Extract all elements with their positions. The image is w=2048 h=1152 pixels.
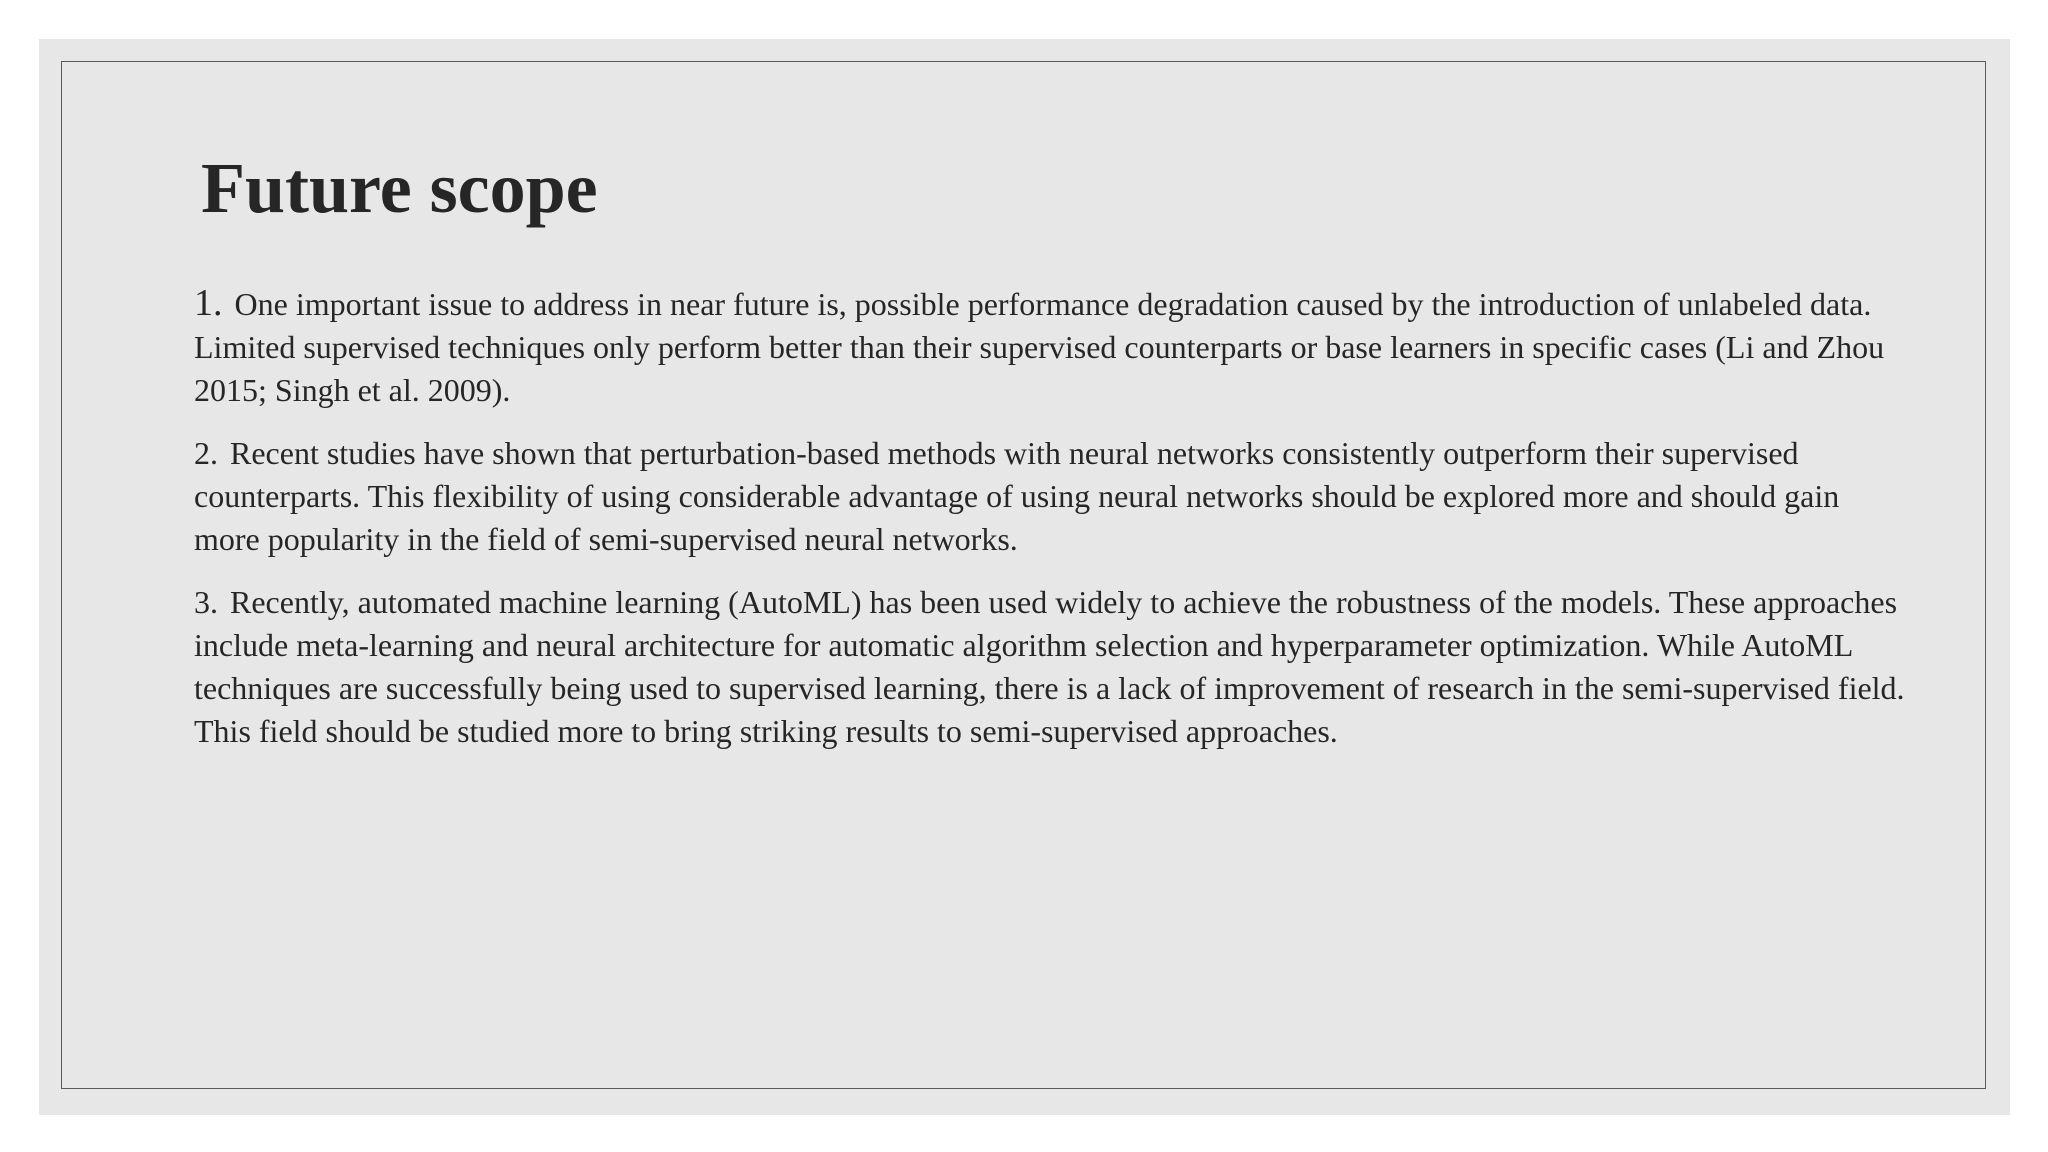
slide: [39, 39, 2010, 1115]
point-2: [194, 432, 1909, 561]
point-3-number: 3.: [194, 584, 218, 620]
point-3: [194, 581, 1909, 753]
point-1-number: 1.: [194, 282, 223, 324]
point-1-text: One important issue to address in near future is, possible performance degradation caused by the introduction of unlabeled data. Limited supervised techniques only perform better than their supervised counterparts or base learners in specific cases (Li and Zhou 2015; Singh et al. 2009).: [194, 286, 1885, 408]
slide-body: [194, 282, 1909, 773]
point-3-text: Recently, automated machine learning (AutoML) has been used widely to achieve the robustness of the models. These approaches include meta-learning and neural architecture for automatic algorithm selection and hyperparameter optimization. While AutoML techniques are successfully being used to supervised learning, there is a lack of improvement of research in the semi-supervised field. This field should be studied more to bring striking results to semi-supervised approaches.: [194, 584, 1905, 749]
point-1: [194, 282, 1909, 412]
slide-title: Future scope: [201, 148, 598, 228]
point-2-number: 2.: [194, 435, 218, 471]
point-2-text: Recent studies have shown that perturbation-based methods with neural networks consistently outperform their supervised counterparts. This flexibility of using considerable advantage of using neural networks should be explored more and should gain more popularity in the field of semi-supervised neural networks.: [194, 435, 1840, 557]
